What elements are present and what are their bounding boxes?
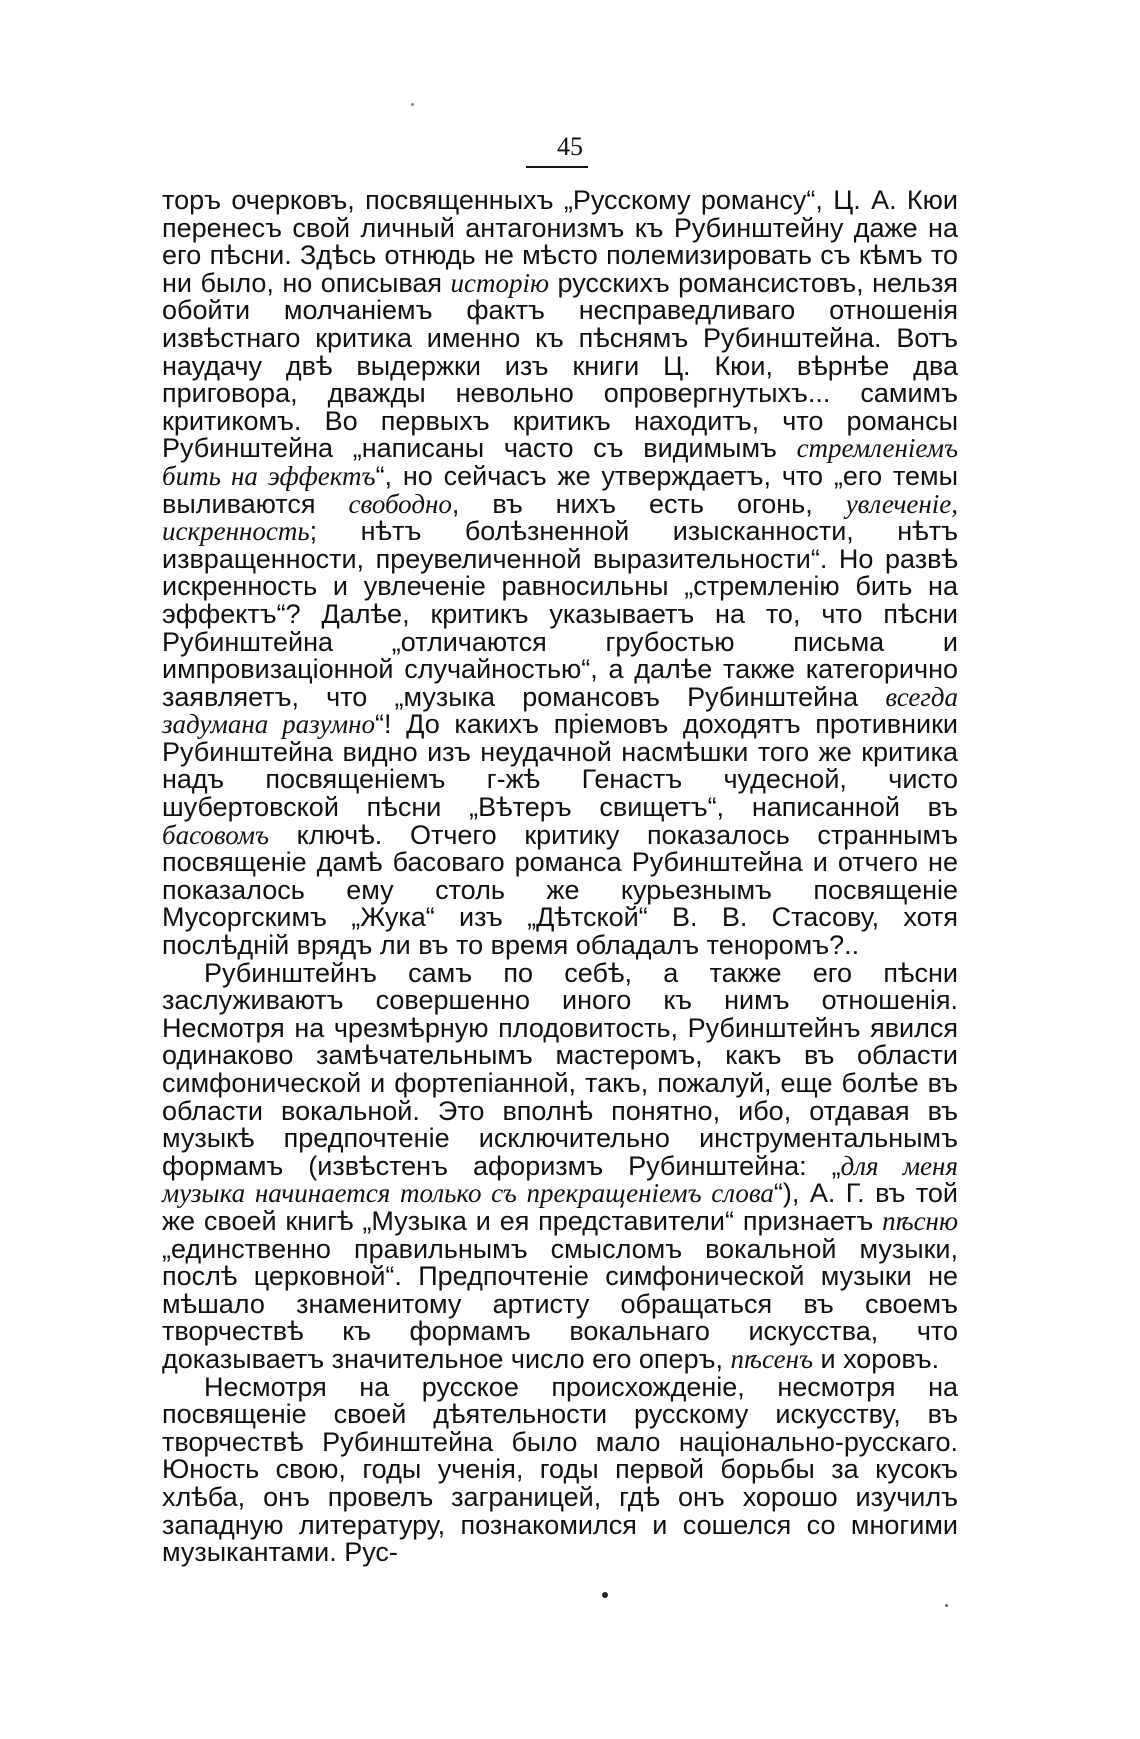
text-run: , въ нихъ есть огонь, (451, 488, 846, 519)
italic-text: басовомъ (162, 819, 269, 850)
text-run: „единственно правильнымъ смысломъ вокальной музыки, послѣ церковной“. Предпочтеніе симфонической музыки не мѣшало знаменитому артисту обращаться въ своемъ творчествѣ къ формамъ вокальнаго искусства, что доказываетъ значительное число его оперъ, (162, 1233, 958, 1374)
text-run: и хоровъ. (813, 1343, 940, 1374)
ink-dot-mark (602, 1592, 608, 1598)
italic-text: стремленіемъ бить на эффектъ (162, 433, 958, 491)
paragraph-3 (162, 1371, 958, 1568)
italic-text: пѣсню (882, 1205, 958, 1236)
italic-text: пѣсенъ (730, 1343, 813, 1374)
text-run: Несмотря на русское происхожденіе, несмотря на посвященіе своей дѣятельности русскому искусству, въ творчествѣ Рубинштейна было мало національно-русскаго. Юность свою, годы ученія, годы первой борьбы за кусокъ хлѣба, онъ провелъ заграницей, гдѣ онъ хорошо изучилъ западную литературу, познакомился и сошелся со многими музыкантами. Рус- (162, 1371, 958, 1568)
paragraph-1 (162, 187, 958, 960)
text-run: торъ очерковъ, посвященныхъ „Русскому романсу“, Ц. А. Кюи перенесъ свой личный антагонизмъ къ Рубинштейну даже на его пѣсни. Здѣсь отнюдь не мѣсто полемизировать съ кѣмъ то ни было, но описывая (162, 185, 958, 298)
text-run: ключѣ. Отчего критику показалось страннымъ посвященіе дамѣ басоваго романса Рубинштейна и отчего не показалось ему столь же курьезнымъ посвященіе Мусоргскимъ „Жука“ изъ „Дѣтской“ В. В. Стасову, хотя послѣднiй врядъ ли въ то время обладалъ теноромъ?.. (162, 819, 958, 961)
text-run: “! До какихъ пріемовъ доходятъ противники Рубинштейна видно изъ неудачной насмѣшки того же критика надъ посвященіемъ г-жѣ Генастъ чудесной, чисто шубертовской пѣсни „Вѣтеръ свищетъ“, написанной въ (162, 709, 959, 823)
speck-mark (945, 1604, 948, 1607)
italic-text: для меня музыка начинается только съ прекращеніемъ слова (162, 1150, 958, 1209)
paragraph-2 (162, 957, 958, 1374)
text-run: русскихъ романсистовъ, нельзя обойти молчаніемъ фактъ несправедливаго отношенія извѣстнаго критика именно къ пѣснямъ Рубинштейна. Вотъ наудачу двѣ выдержки изъ книги Ц. Кюи, вѣрнѣе два приговора, дважды невольно опровергнутыхъ... самимъ критикомъ. Во первыхъ критикъ находитъ, что романсы Рубинштейна „написаны часто съ видимымъ (162, 267, 958, 464)
text-run: ; нѣтъ болѣзненной изысканности, нѣтъ извращенности, преувеличенной выразительности“. Но развѣ искренность и увлеченіе равносильны „стремленію бить на эффектъ“? Далѣе, критикъ указываетъ на то, что пѣсни Рубинштейна „отличаются грубостью письма и импровизаціонной случайностью“, а далѣе также категорично заявляетъ, что „музыка романсовъ Рубинштейна (162, 516, 958, 712)
speck-mark (411, 103, 414, 106)
text-run: “), А. Г. въ той же своей книгѣ „Музыка и ея представители“ признаетъ (162, 1178, 958, 1236)
italic-text: исторію (450, 267, 550, 298)
text-run: Рубинштейнъ самъ по себѣ, а также его пѣсни заслуживаютъ совершенно иного къ нимъ отношенія. Несмотря на чрезмѣрную плодовитость, Рубинштейнъ явился одинаково замѣчательнымъ мастеромъ, какъ въ области симфонической и фортепіанной, такъ, пожалуй, еще болѣе въ области вокальной. Это вполнѣ понятно, ибо, отдавая въ музыкѣ предпочтеніе исключительно инструментальнымъ формамъ (извѣстенъ афоризмъ Рубинштейна: „ (162, 957, 958, 1181)
page-number: 45 (557, 132, 583, 161)
text-run: “, но сейчасъ же утверждаетъ, что „его темы выливаются (162, 460, 958, 519)
italic-text: всегда задумана разумно (162, 681, 958, 740)
body-text (162, 187, 958, 1567)
page-number-rule (526, 166, 588, 168)
italic-text: свободно (348, 488, 452, 519)
italic-text: увлеченіе, искренность (162, 488, 958, 547)
